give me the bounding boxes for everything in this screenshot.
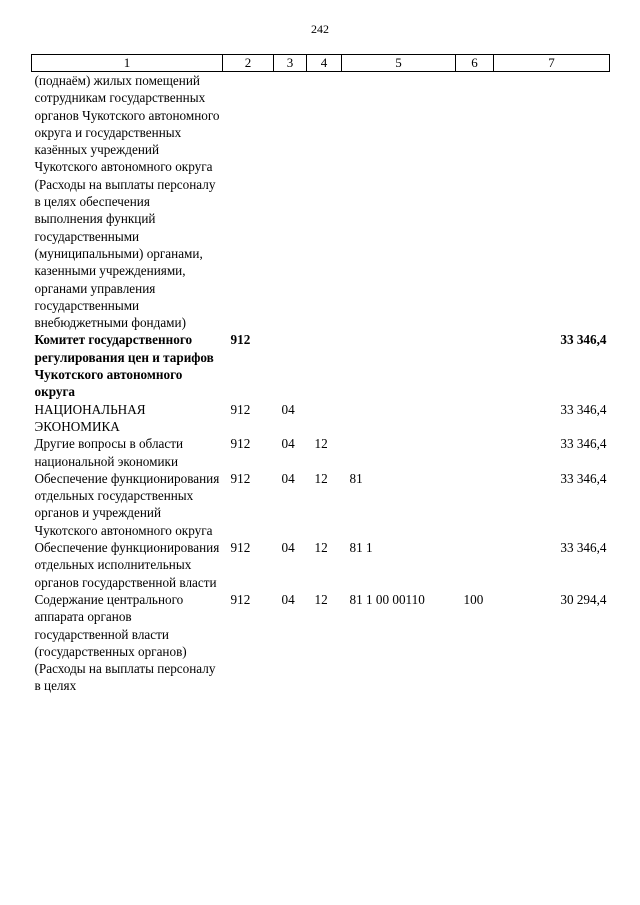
row-amount <box>494 72 610 332</box>
table-row <box>32 72 610 332</box>
row-name: (поднаём) жилых помещений сотрудникам государственных органов Чукотского автономного округа и государственных казённых учреждений Чукотского автономного округа (Расходы на выплаты персоналу в целях обеспечения выполнения функций государственными (муниципальными) органами, казенными учреждениями, органами управления государственными внебюджетными фондами) <box>34 73 220 331</box>
row-amount: 33 346,4 <box>560 470 607 486</box>
table-row <box>32 470 610 539</box>
row-section-code: 04 <box>281 436 295 452</box>
row-subsection-code: 12 <box>314 436 328 452</box>
column-header-3: 3 <box>274 55 307 72</box>
table-row <box>32 401 610 436</box>
row-expense-type-code: 100 <box>463 591 484 607</box>
row-ministry-code: 912 <box>230 436 251 452</box>
row-name: НАЦИОНАЛЬНАЯ ЭКОНОМИКА <box>34 401 146 434</box>
row-subsection-code: 12 <box>314 470 328 486</box>
row-ministry-code: 912 <box>230 470 251 486</box>
column-header-5: 5 <box>342 55 456 72</box>
row-section-code: 04 <box>281 591 295 607</box>
row-target-item-code <box>342 72 456 332</box>
row-subsection-code: 12 <box>314 540 328 556</box>
row-expense-type-code <box>456 72 494 332</box>
row-section-code: 04 <box>281 401 295 417</box>
row-section-code: 04 <box>281 470 295 486</box>
table-row <box>32 591 610 695</box>
row-amount: 30 294,4 <box>560 591 607 607</box>
column-header-1: 1 <box>32 55 223 72</box>
row-name: Комитет государственного регулирования цен и тарифов Чукотского автономного округа <box>34 332 214 400</box>
row-expense-type-code <box>456 539 494 591</box>
table-row <box>32 331 610 400</box>
row-section-code: 04 <box>281 540 295 556</box>
column-header-6: 6 <box>456 55 494 72</box>
row-subsection-code: 12 <box>314 591 328 607</box>
row-expense-type-code <box>456 331 494 400</box>
row-target-item-code <box>342 401 456 436</box>
table-row <box>32 435 610 470</box>
column-header-7: 7 <box>494 55 610 72</box>
row-name: Обеспечение функционирования отдельных государственных органов и учреждений Чукотского автономного округа <box>34 470 220 538</box>
page-number: 242 <box>311 22 329 36</box>
row-target-item-code: 81 <box>349 470 363 486</box>
row-ministry-code: 912 <box>230 591 251 607</box>
row-subsection-code <box>307 331 342 400</box>
column-header-4: 4 <box>307 55 342 72</box>
row-amount: 33 346,4 <box>560 332 607 348</box>
row-ministry-code: 912 <box>230 540 251 556</box>
row-amount: 33 346,4 <box>560 436 607 452</box>
row-subsection-code <box>307 401 342 436</box>
row-expense-type-code <box>456 435 494 470</box>
budget-table <box>31 54 610 695</box>
row-section-code <box>274 331 307 400</box>
row-name: Другие вопросы в области национальной экономики <box>34 436 184 469</box>
row-target-item-code: 81 1 00 00110 <box>349 591 425 607</box>
row-ministry-code: 912 <box>230 332 251 348</box>
table-row <box>32 539 610 591</box>
column-header-2: 2 <box>223 55 274 72</box>
column-number-header <box>32 55 610 72</box>
row-target-item-code <box>342 331 456 400</box>
row-ministry-code: 912 <box>230 401 251 417</box>
row-subsection-code <box>307 72 342 332</box>
row-expense-type-code <box>456 401 494 436</box>
row-target-item-code <box>342 435 456 470</box>
row-amount: 33 346,4 <box>560 540 607 556</box>
row-expense-type-code <box>456 470 494 539</box>
row-target-item-code: 81 1 <box>349 540 373 556</box>
row-section-code <box>274 72 307 332</box>
row-ministry-code <box>223 72 274 332</box>
row-name: Содержание центрального аппарата органов государственной власти (государственных органов) (Расходы на выплаты персоналу в целях <box>34 591 216 694</box>
row-name: Обеспечение функционирования отдельных исполнительных органов государственной власти <box>34 540 220 590</box>
row-amount: 33 346,4 <box>560 401 607 417</box>
